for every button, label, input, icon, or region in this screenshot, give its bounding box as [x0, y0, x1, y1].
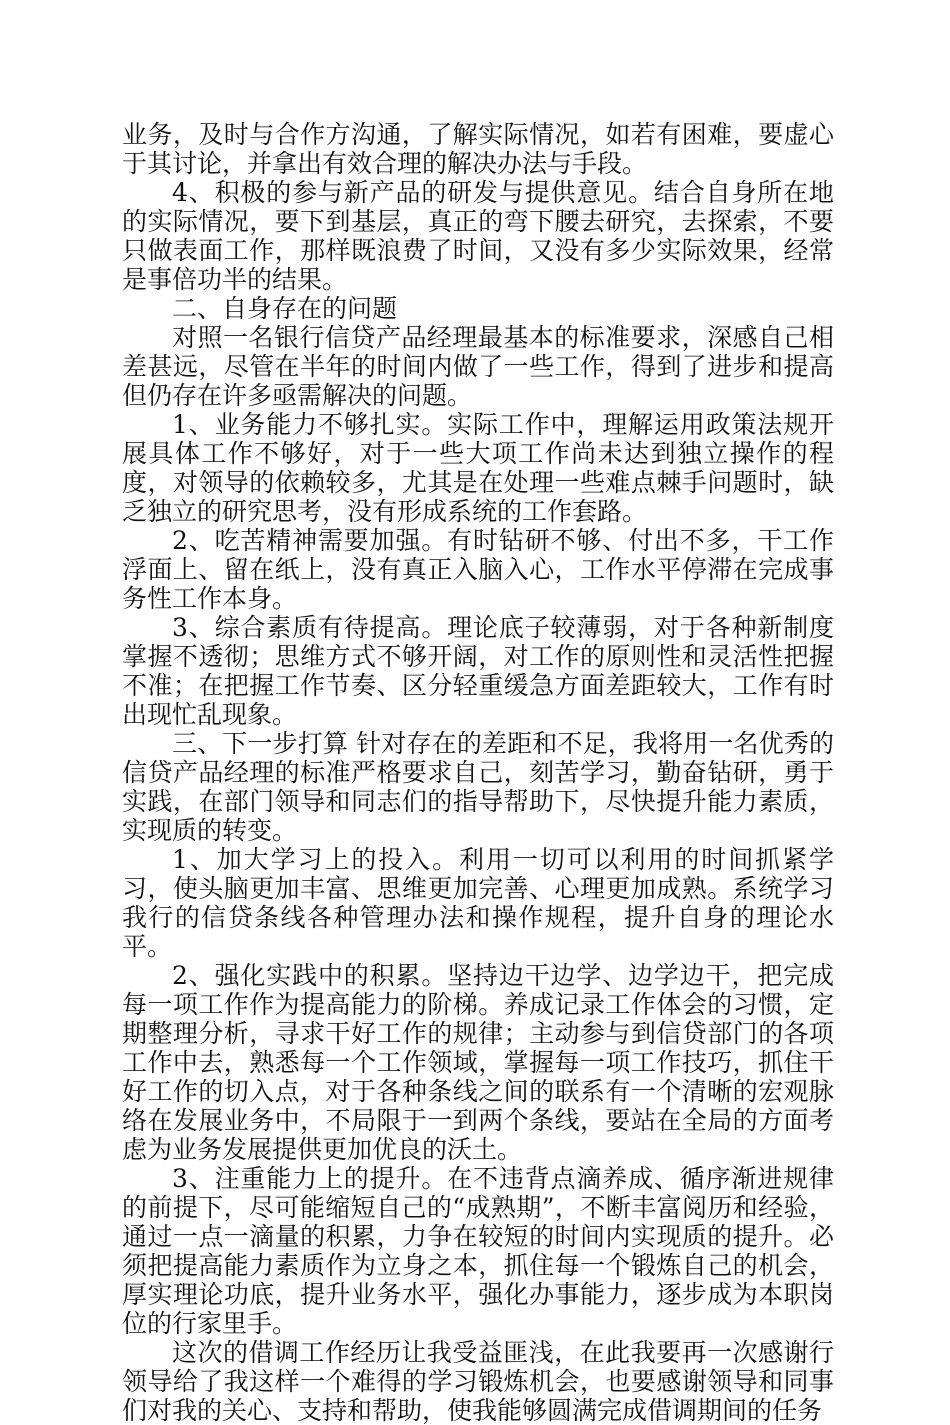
paragraph-5: 1、业务能力不够扎实。实际工作中，理解运用政策法规开展具体工作不够好，对于一些大项工作尚未达到独立操作的程度，对领导的依赖较多，尤其是在处理一些难点棘手问题时，缺乏独立的研究思考，没有形成系统的工作套路。	[122, 410, 834, 526]
paragraph-11: 3、注重能力上的提升。在不违背点滴养成、循序渐进规律的前提下，尽可能缩短自己的“成熟期”，不断丰富阅历和经验，通过一点一滴量的积累，力争在较短的时间内实现质的提升。必须把提高能力素质作为立身之本，抓住每一个锻炼自己的机会，厚实理论功底，提升业务水平，强化办事能力，逐步成为本职岗位的行家里手。	[122, 1164, 834, 1338]
paragraph-7: 3、综合素质有待提高。理论底子较薄弱，对于各种新制度掌握不透彻；思维方式不够开阔，对工作的原则性和灵活性把握不准；在把握工作节奏、区分轻重缓急方面差距较大，工作有时出现忙乱现象。	[122, 613, 834, 729]
paragraph-4: 对照一名银行信贷产品经理最基本的标准要求，深感自己相差甚远，尽管在半年的时间内做了一些工作，得到了进步和提高但仍存在许多亟需解决的问题。	[122, 323, 834, 410]
section-heading-3: 三、下一步打算 针对存在的差距和不足，我将用一名优秀的信贷产品经理的标准严格要求自己，刻苦学习，勤奋钻研，勇于实践，在部门领导和同志们的指导帮助下，尽快提升能力素质，实现质的转变。	[122, 729, 834, 845]
paragraph-6: 2、吃苦精神需要加强。有时钻研不够、付出不多，干工作浮面上、留在纸上，没有真正入脑入心，工作水平停滞在完成事务性工作本身。	[122, 526, 834, 613]
section-heading-2: 二、自身存在的问题	[172, 294, 398, 323]
paragraph-12: 这次的借调工作经历让我受益匪浅，在此我要再一次感谢行领导给了我这样一个难得的学习锻炼机会，也要感谢领导和同事们对我的关心、支持和帮助，使我能够圆满完成借调期间的任务	[122, 1338, 834, 1425]
paragraph-9: 1、加大学习上的投入。利用一切可以利用的时间抓紧学习，使头脑更加丰富、思维更加完善、心理更加成熟。系统学习我行的信贷条线各种管理办法和操作规程，提升自身的理论水平。	[122, 845, 834, 961]
document-page	[122, 120, 834, 1425]
paragraph-2: 4、积极的参与新产品的研发与提供意见。结合自身所在地的实际情况，要下到基层，真正的弯下腰去研究，去探索，不要只做表面工作，那样既浪费了时间，又没有多少实际效果，经常是事倍功半的结果。	[122, 178, 834, 294]
paragraph-10: 2、强化实践中的积累。坚持边干边学、边学边干，把完成每一项工作作为提高能力的阶梯。养成记录工作体会的习惯，定期整理分析，寻求干好工作的规律；主动参与到信贷部门的各项工作中去，熟悉每一个工作领域，掌握每一项工作技巧，抓住干好工作的切入点，对于各种条线之间的联系有一个清晰的宏观脉络在发展业务中，不局限于一到两个条线，要站在全局的方面考虑为业务发展提供更加优良的沃土。	[122, 961, 834, 1164]
paragraph-1: 业务，及时与合作方沟通，了解实际情况，如若有困难，要虚心于其讨论，并拿出有效合理的解决办法与手段。	[122, 120, 834, 178]
